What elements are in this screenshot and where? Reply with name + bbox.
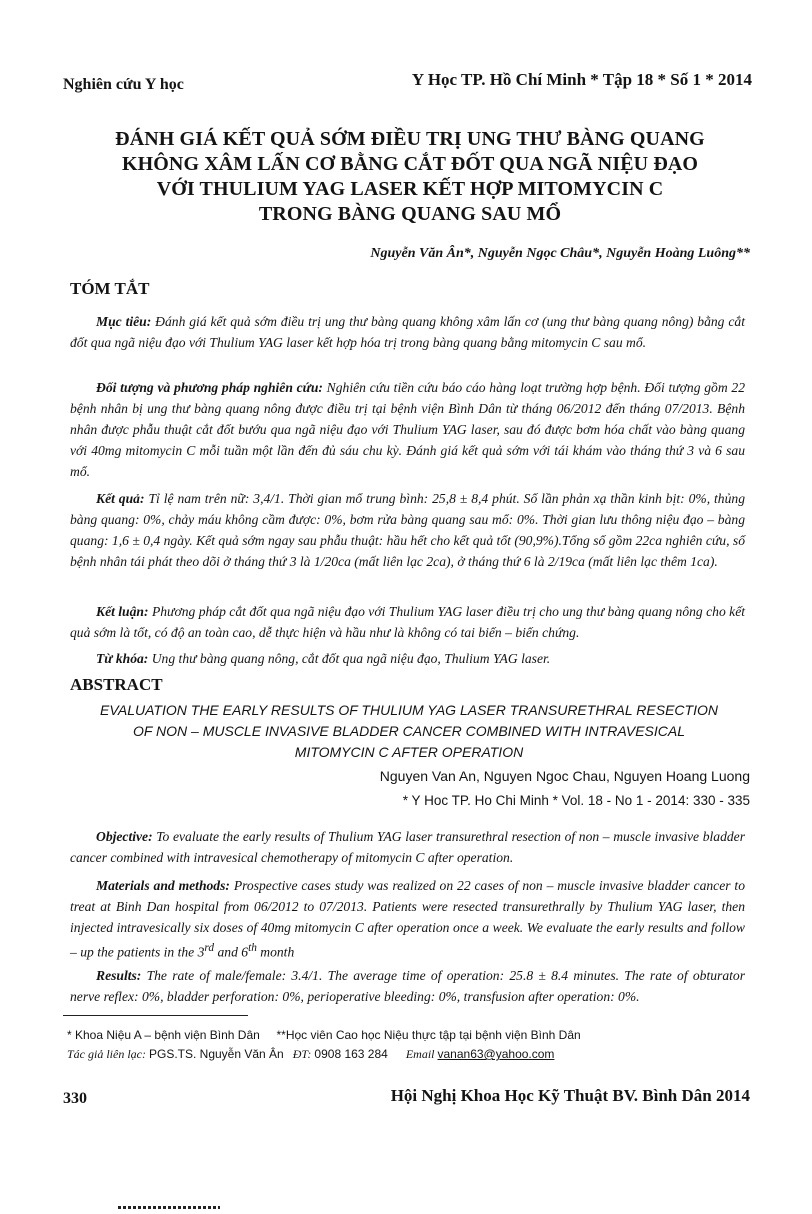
- authors-english: Nguyen Van An, Nguyen Ngoc Chau, Nguyen Hoang Luong: [379, 768, 750, 784]
- english-title-line: MITOMYCIN C AFTER OPERATION: [294, 744, 524, 760]
- label-muc-tieu: Mục tiêu:: [96, 314, 152, 329]
- phone-label: ĐT:: [292, 1047, 312, 1061]
- english-title-line: OF NON – MUSCLE INVASIVE BLADDER CANCER COMBINED WITH INTRAVESICAL: [132, 723, 686, 739]
- email-link[interactable]: vanan63@yahoo.com: [437, 1047, 555, 1061]
- contact-label: Tác giả liên lạc:: [67, 1047, 146, 1061]
- paragraph-results: [70, 965, 745, 1007]
- contact-name: PGS.TS. Nguyễn Văn Ân: [148, 1047, 284, 1061]
- paper-title: [70, 127, 750, 227]
- paragraph-objective: [70, 826, 745, 868]
- citation-reference: * Y Hoc TP. Ho Chi Minh * Vol. 18 - No 1 - 2014: 330 - 335: [402, 793, 750, 808]
- english-title-line: EVALUATION THE EARLY RESULTS OF THULIUM YAG LASER TRANSURETHRAL RESECTION: [100, 702, 718, 718]
- label-doi-tuong: Đối tượng và phương pháp nghiên cứu:: [96, 380, 323, 395]
- running-header-section: Nghiên cứu Y học: [63, 76, 184, 93]
- footnote-affiliations: * Khoa Niệu A – bệnh viện Bình Dân **Học viên Cao học Niệu thực tập tại bệnh viện Bình Dân: [67, 1028, 581, 1042]
- text-methods-end: month: [256, 944, 295, 960]
- phone-number: 0908 163 284: [314, 1047, 388, 1061]
- label-ket-qua: Kết quả:: [96, 491, 145, 506]
- title-line: KHÔNG XÂM LẤN CƠ BẰNG CẮT ĐỐT QUA NGÃ NIỆU ĐẠO: [121, 153, 699, 175]
- authors-vietnamese: Nguyễn Văn Ân*, Nguyễn Ngọc Châu*, Nguyễn Hoàng Luông**: [370, 246, 750, 261]
- text-doi-tuong: Nghiên cứu tiền cứu báo cáo hàng loạt trường hợp bệnh. Đối tượng gồm 22 bệnh nhân bị ung thư bàng quang nông được điều trị tại bệnh viện Bình Dân từ tháng 06/2012 đến tháng 07/2013. Bệnh nhân được phẫu thuật cắt đốt bướu qua ngã niệu đạo với Thulium YAG laser, sau đó được bơm hóa chất vào bàng quang với 40mg mitomycin C mỗi tuần một lần đến đủ sáu chu kỳ. Đánh giá kết quả sớm với tái khám vào tháng thứ 3 và 6 sau mổ.: [70, 380, 746, 479]
- label-methods: Materials and methods:: [96, 878, 230, 893]
- text-ket-luan: Phương pháp cắt đốt qua ngã niệu đạo với Thulium YAG laser điều trị cho ung thư bàng quang nông cho kết quả sớm là tốt, có độ an toàn cao, dễ thực hiện và hầu như là không có tai biến – biến chứng.: [70, 604, 745, 640]
- text-tu-khoa: Ung thư bàng quang nông, cắt đốt qua ngã niệu đạo, Thulium YAG laser.: [151, 651, 551, 666]
- scan-artifact: [118, 1206, 220, 1209]
- text-ket-qua: Tỉ lệ nam trên nữ: 3,4/1. Thời gian mổ trung bình: 25,8 ± 8,4 phút. Số lần phản xạ thần kinh bịt: 0%, thủng bàng quang: 0%, chảy máu không cầm được: 0%, bơm rửa bàng quang sau mổ: 0%. Thời gian lưu thông niệu đạo – bàng quang: 1,6 ± 0,4 ngày. Kết quả sớm ngay sau phẫu thuật: hầu hết cho kết quả tốt (90,9%).Tổng số gồm 22ca nghiên cứu, số bệnh nhân tái phát theo dõi ở tháng thứ 3 là 1/20ca (mất liên lạc 2ca), ở tháng thứ 6 là 2/19ca (mất liên lạc thêm 1ca).: [70, 491, 745, 569]
- paragraph-tu-khoa: [70, 648, 745, 669]
- title-line: ĐÁNH GIÁ KẾT QUẢ SỚM ĐIỀU TRỊ UNG THƯ BÀNG QUANG: [115, 128, 705, 150]
- label-ket-luan: Kết luận:: [96, 604, 149, 619]
- text-muc-tieu: Đánh giá kết quả sớm điều trị ung thư bàng quang không xâm lấn cơ (ung thư bàng quang nông) bằng cắt đốt qua ngã niệu đạo với Thulium YAG laser kết hợp hóa trị trong bàng quang bằng mitomycin C sau mổ.: [70, 314, 745, 350]
- text-results: The rate of male/female: 3.4/1. The average time of operation: 25.8 ± 8.4 minutes. The rate of obturator nerve reflex: 0%, bladder perforation: 0%, perioperative bleeding: 0%, transfusion after operation: 0%.: [70, 968, 745, 1004]
- footnote-contact: [67, 1047, 554, 1062]
- text-methods-mid: and 6: [214, 944, 249, 960]
- paragraph-muc-tieu: [70, 311, 745, 353]
- text-methods: Prospective cases study was realized on 22 cases of non – muscle invasive bladder cancer to treat at Binh Dan hospital from 06/2012 to 07/2013. Patients were resected transurethrally by Thulium YAG laser, then injected intravesically six doses of 40mg mitomycin C after operation once a week. We evaluate the early results and follow – up the patients in the 3: [70, 878, 745, 960]
- label-tu-khoa: Từ khóa:: [96, 651, 149, 666]
- title-line: VỚI THULIUM YAG LASER KẾT HỢP MITOMYCIN C: [156, 178, 664, 200]
- section-heading-abstract: ABSTRACT: [70, 675, 163, 694]
- paragraph-methods: [70, 875, 745, 963]
- section-heading-tom-tat: TÓM TẮT: [70, 279, 150, 298]
- superscript-rd: rd: [204, 942, 215, 954]
- footer-conference: Hội Nghị Khoa Học Kỹ Thuật BV. Bình Dân 2014: [390, 1086, 750, 1105]
- paragraph-ket-luan: [70, 601, 745, 643]
- paragraph-ket-qua: [70, 488, 745, 572]
- page-number: 330: [63, 1090, 87, 1107]
- title-line: TRONG BÀNG QUANG SAU MỔ: [258, 203, 562, 225]
- text-objective: To evaluate the early results of Thulium YAG laser transurethral resection of non – muscle invasive bladder cancer combined with intravesical chemotherapy of mitomycin C after operation.: [70, 829, 745, 865]
- running-header-journal: Y Học TP. Hồ Chí Minh * Tập 18 * Số 1 * 2014: [411, 70, 752, 89]
- english-title: [70, 700, 748, 763]
- superscript-th: th: [248, 942, 257, 954]
- label-results: Results:: [96, 968, 142, 983]
- footnote-divider: [63, 1015, 248, 1016]
- label-objective: Objective:: [96, 829, 153, 844]
- email-label: Email: [405, 1047, 435, 1061]
- paragraph-doi-tuong: [70, 377, 745, 482]
